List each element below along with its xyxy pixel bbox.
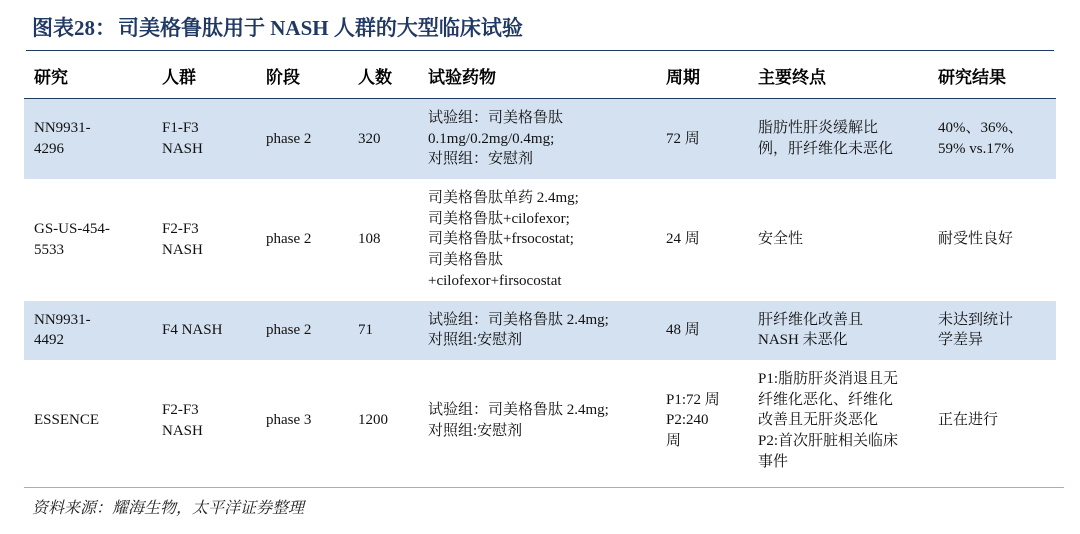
cell-line: F4 NASH (162, 321, 223, 338)
cell-line: 司美格鲁肽+cilofexor; (428, 210, 570, 227)
table-row (24, 99, 1056, 180)
column-header-study: 研究 (34, 68, 68, 87)
cell-line: NASH (162, 241, 203, 258)
cell-line: 周 (666, 432, 682, 449)
cell-result (928, 360, 1056, 481)
cell-line: 改善且无肝炎恶化 (758, 412, 879, 429)
table-row (24, 301, 1056, 360)
cell-line: 对照组:安慰剂 (428, 332, 523, 349)
cell-line: 脂肪性肝炎缓解比 (758, 120, 879, 137)
cell-study (24, 179, 152, 300)
cell-duration (656, 301, 748, 360)
cell-line: 48 周 (666, 321, 700, 338)
cell-line: 40%、36%、 (938, 120, 1023, 137)
cell-line: 108 (358, 231, 381, 248)
cell-drug (418, 301, 656, 360)
source-note: 资料来源：耀海生物，太平洋证券整理 (24, 487, 1064, 518)
cell-line: 试验组：司美格鲁肽 2.4mg; (428, 311, 609, 328)
cell-duration (656, 99, 748, 180)
cell-line: 正在进行 (938, 412, 999, 429)
cell-line: 试验组：司美格鲁肽 2.4mg; (428, 401, 609, 418)
cell-endpoint (748, 360, 928, 481)
cell-line: 71 (358, 321, 373, 338)
cell-line: 对照组：安慰剂 (428, 151, 534, 168)
clinical-trials-table (24, 53, 1056, 481)
cell-line: P2:首次肝脏相关临床 (758, 432, 899, 449)
cell-phase (256, 301, 348, 360)
cell-line: NASH (162, 141, 203, 158)
cell-line: P1:72 周 (666, 391, 720, 408)
cell-line: GS-US-454- (34, 221, 110, 238)
cell-result (928, 179, 1056, 300)
cell-line: 学差异 (938, 332, 984, 349)
cell-line: +cilofexor+firsocostat (428, 272, 562, 289)
cell-line: 72 周 (666, 130, 700, 147)
cell-endpoint (748, 301, 928, 360)
cell-result (928, 99, 1056, 180)
figure-title-row (24, 12, 1056, 50)
cell-endpoint (748, 179, 928, 300)
cell-count (348, 99, 418, 180)
cell-line: 4296 (34, 141, 64, 158)
cell-population (152, 99, 256, 180)
cell-line: 试验组：司美格鲁肽 (428, 110, 564, 126)
cell-line: NN9931- (34, 311, 91, 328)
cell-count (348, 301, 418, 360)
title-divider (26, 50, 1054, 51)
cell-line: phase 3 (266, 412, 312, 429)
cell-line: P2:240 (666, 412, 709, 429)
column-header-phase: 阶段 (266, 68, 300, 87)
cell-count (348, 179, 418, 300)
cell-line: 对照组:安慰剂 (428, 422, 523, 439)
cell-study (24, 99, 152, 180)
cell-line: 59% vs.17% (938, 141, 1014, 158)
column-header-count: 人数 (358, 68, 392, 87)
cell-line: 肝纤维化改善且 (758, 311, 864, 328)
column-header-drug: 试验药物 (428, 68, 496, 87)
cell-line: 1200 (358, 412, 388, 429)
page-title: 司美格鲁肽用于 NASH 人群的大型临床试验 (118, 16, 523, 40)
cell-line: 纤维化恶化、纤维化 (758, 391, 894, 408)
cell-line: ESSENCE (34, 412, 100, 429)
cell-count (348, 360, 418, 481)
cell-population (152, 301, 256, 360)
cell-result (928, 301, 1056, 360)
cell-drug (418, 99, 656, 180)
cell-line: 事件 (758, 453, 789, 470)
cell-line: 司美格鲁肽单药 2.4mg; (428, 190, 579, 207)
cell-line: 24 周 (666, 231, 700, 248)
cell-line: 司美格鲁肽+frsocostat; (428, 231, 574, 248)
cell-line: F2-F3 (162, 221, 199, 238)
cell-line: NN9931- (34, 120, 91, 137)
cell-phase (256, 360, 348, 481)
cell-line: 安全性 (758, 231, 804, 248)
figure-label: 图表28： (32, 16, 116, 40)
cell-line: phase 2 (266, 321, 312, 338)
column-header-population: 人群 (162, 68, 196, 87)
cell-phase (256, 99, 348, 180)
column-header-duration: 周期 (666, 68, 700, 87)
cell-line: 司美格鲁肽 (428, 252, 504, 269)
cell-drug (418, 179, 656, 300)
cell-line: phase 2 (266, 130, 312, 147)
cell-line: F2-F3 (162, 401, 199, 418)
cell-line: 耐受性良好 (938, 231, 1014, 248)
cell-line: 4492 (34, 332, 64, 349)
column-header-endpoint: 主要终点 (758, 68, 826, 87)
cell-line: 未达到统计 (938, 311, 1014, 328)
cell-line: 320 (358, 130, 381, 147)
cell-line: 5533 (34, 241, 64, 258)
table-body (24, 99, 1056, 482)
cell-drug (418, 360, 656, 481)
cell-phase (256, 179, 348, 300)
cell-population (152, 360, 256, 481)
cell-endpoint (748, 99, 928, 180)
cell-line: 例，肝纤维化未恶化 (758, 141, 894, 158)
cell-line: 0.1mg/0.2mg/0.4mg; (428, 130, 555, 147)
cell-study (24, 360, 152, 481)
cell-duration (656, 360, 748, 481)
table-row (24, 360, 1056, 481)
cell-line: NASH (162, 422, 203, 439)
cell-population (152, 179, 256, 300)
cell-line: phase 2 (266, 231, 312, 248)
cell-study (24, 301, 152, 360)
table-row (24, 179, 1056, 300)
cell-duration (656, 179, 748, 300)
column-header-result: 研究结果 (938, 68, 1006, 87)
cell-line: P1:脂肪肝炎消退且无 (758, 370, 899, 387)
cell-line: NASH 未恶化 (758, 332, 848, 349)
cell-line: F1-F3 (162, 120, 199, 137)
table-header (24, 53, 1056, 99)
